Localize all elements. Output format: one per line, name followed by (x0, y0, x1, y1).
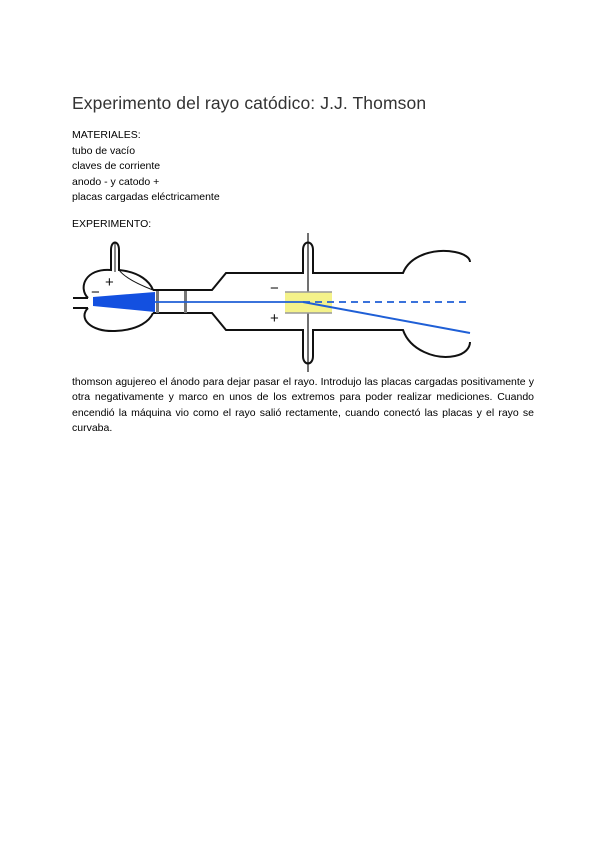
cathode-sign: − (91, 284, 100, 301)
tube-top (153, 243, 470, 291)
material-item: claves de corriente (72, 160, 161, 172)
left-tube (73, 298, 88, 308)
material-item: placas cargadas eléctricamente (72, 191, 220, 203)
material-item: anodo - y catodo + (72, 175, 160, 188)
experiment-heading: EXPERIMENTO: (72, 218, 152, 230)
material-item: tubo de vacío (72, 144, 136, 157)
left-bulb-bottom (84, 308, 153, 331)
experiment-description: thomson agujereo el ánodo para dejar pasar el rayo. Introdujo las placas cargadas positivamente y otra negativamente y marco en unos de los extremos para poder realizar mediciones. Cuando encendió la máquina vio como el rayo salió rectamente, cuando conectó las placas y el rayo se curvaba. (72, 376, 534, 434)
anode-sign: + (105, 274, 114, 291)
materials-heading: MATERIALES: (72, 129, 141, 141)
page-title: Experimento del rayo catódico: J.J. Thomson (72, 93, 427, 113)
plate-top-sign: − (270, 280, 279, 297)
deflected-beam (303, 302, 470, 333)
tube-bottom (153, 313, 470, 364)
cathode-wedge (93, 292, 155, 312)
plate-bottom-sign: + (270, 310, 279, 327)
